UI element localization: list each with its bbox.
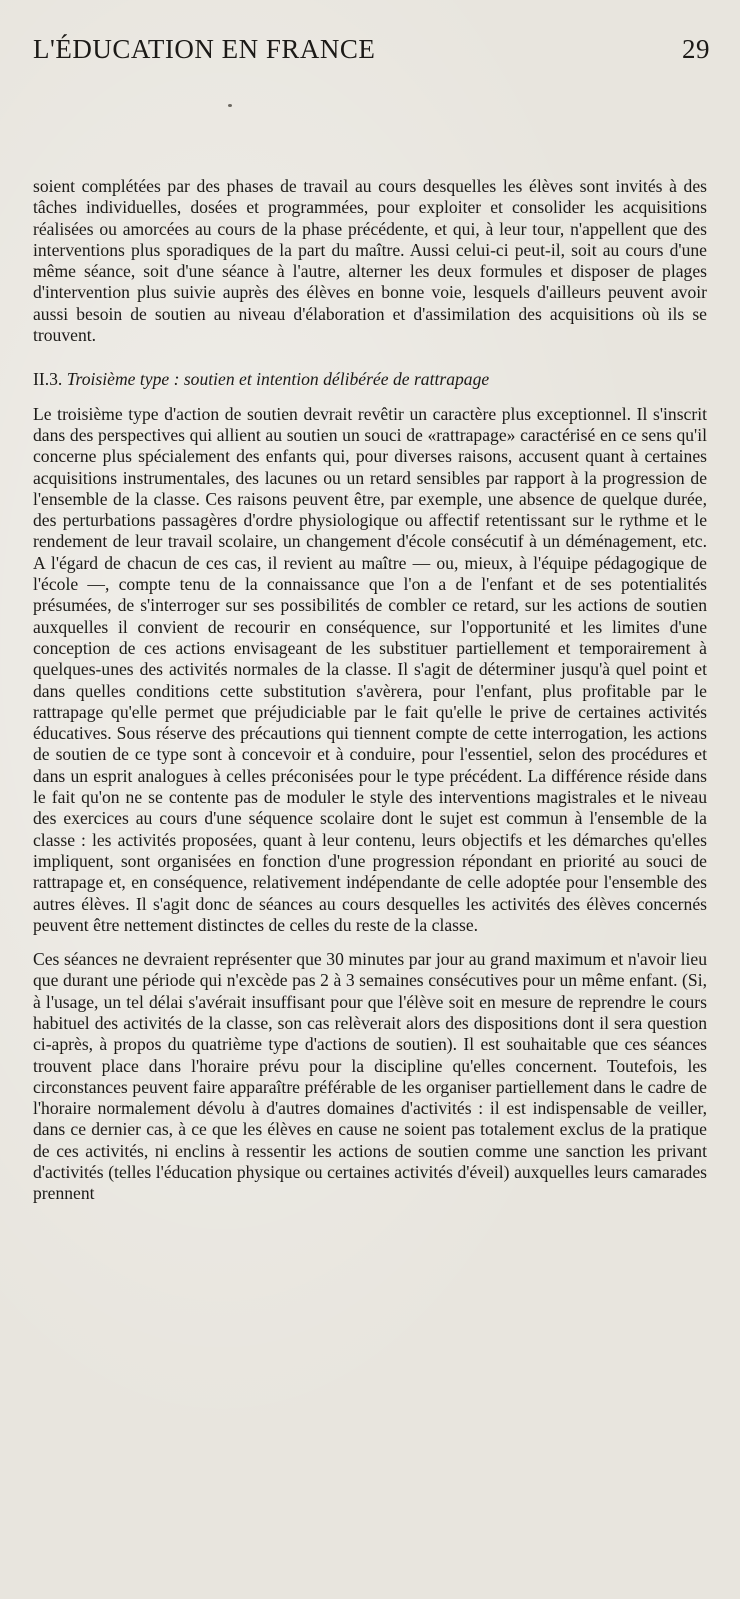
- page-number: 29: [682, 34, 710, 64]
- paragraph-continuation: soient complétées par des phases de travail au cours desquelles les élèves sont invités à des tâches individuelles, dosées et programmées, pour exploiter et consolider les acquisitions réalisées ou amorcées au cours de la phase précédente, et qui, à leur tour, n'appellent que des interventions plus sporadiques de la part du maître. Aussi celui-ci peut-il, soit au cours d'une même séance, soit d'une séance à l'autre, alterner les deux formules et disposer de plages d'intervention plus suivie auprès des élèves en bonne voie, lesquels d'ailleurs peuvent avoir aussi besoin de soutien au niveau d'élaboration et d'assimilation des acquisitions où ils se trouvent.: [33, 176, 707, 346]
- running-head-title: L'ÉDUCATION EN FRANCE: [33, 34, 376, 64]
- running-head: [33, 34, 710, 74]
- paragraph-sessions: Ces séances ne devraient représenter que 30 minutes par jour au grand maximum et n'avoir lieu que durant une période qui n'excède pas 2 à 3 semaines consécutives pour un même enfant. (Si, à l'usage, un tel délai s'avérait insuffisant pour que l'élève soit en mesure de reprendre le cours habituel des activités de la classe, son cas relèverait alors des dispositions dont il sera question ci-après, à propos du quatrième type d'actions de soutien). Il est souhaitable que ces séances trouvent place dans l'horaire prévu pour la discipline qu'elles concernent. Toutefois, les circonstances peuvent faire apparaître préférable de les organiser partiellement dans le cadre de l'horaire normalement dévolu à d'autres domaines d'activités : il est indispensable de veiller, dans ce dernier cas, à ce que les élèves en cause ne soient pas totalement exclus de la pratique de ces activités, ni enclins à ressentir les actions de soutien comme une sanction les privant d'activités (telles l'éducation physique ou certaines activités d'éveil) auxquelles leurs camarades prennent: [33, 949, 707, 1204]
- section-number: II.3.: [33, 369, 63, 390]
- section-heading: [33, 369, 707, 390]
- body-text: [33, 176, 707, 1205]
- ink-speck: [228, 104, 232, 107]
- paragraph-third-type: Le troisième type d'action de soutien devrait revêtir un caractère plus exceptionnel. Il s'inscrit dans des perspectives qui allient au soutien un souci de «rattrapage» caractérisé en ce sens qu'il concerne plus spécialement des enfants qui, pour diverses raisons, accusent quant à certaines acquisitions instrumentales, des lacunes ou un retard sensibles par rapport à la progression de l'ensemble de la classe. Ces raisons peuvent être, par exemple, une absence de quelque durée, des perturbations passagères d'ordre physiologique ou affectif retentissant sur le rythme et le rendement de leur travail scolaire, un changement d'école consécutif à un déménagement, etc. A l'égard de chacun de ces cas, il revient au maître — ou, mieux, à l'équipe pédagogique de l'école —, compte tenu de la connaissance que l'on a de l'enfant et de ses potentialités présumées, de s'interroger sur ses possibilités de combler ce retard, sur les actions de soutien auxquelles il convient de recourir en conséquence, sur l'opportunité et les limites d'une conception de ces actions envisageant de les substituer partiellement et temporairement à quelques-unes des activités normales de la classe. Il s'agit de déterminer jusqu'à quel point et dans quelles conditions cette substitution s'avèrera, pour l'enfant, plus profitable par le rattrapage qu'elle permet que préjudiciable par le fait qu'elle le prive de certaines activités éducatives. Sous réserve des précautions qui tiennent compte de cette interrogation, les actions de soutien de ce type sont à concevoir et à conduire, pour l'essentiel, selon des procédures et dans un esprit analogues à celles préconisées pour le type précédent. La différence réside dans le fait qu'on ne se contente pas de moduler le style des interventions magistrales et le niveau des exercices au cours d'une séquence scolaire dont le sujet est commun à l'ensemble de la classe : les activités proposées, quant à leur contenu, leurs objectifs et les démarches qu'elles impliquent, sont organisées en fonction d'une progression répondant en priorité au souci de rattrapage et, en conséquence, relativement indépendante de celle adoptée pour l'ensemble des autres élèves. Il s'agit donc de séances au cours desquelles les activités des élèves concernés peuvent être nettement distinctes de celles du reste de la classe.: [33, 403, 707, 935]
- section-title: Troisième type : soutien et intention délibérée de rattrapage: [66, 369, 490, 390]
